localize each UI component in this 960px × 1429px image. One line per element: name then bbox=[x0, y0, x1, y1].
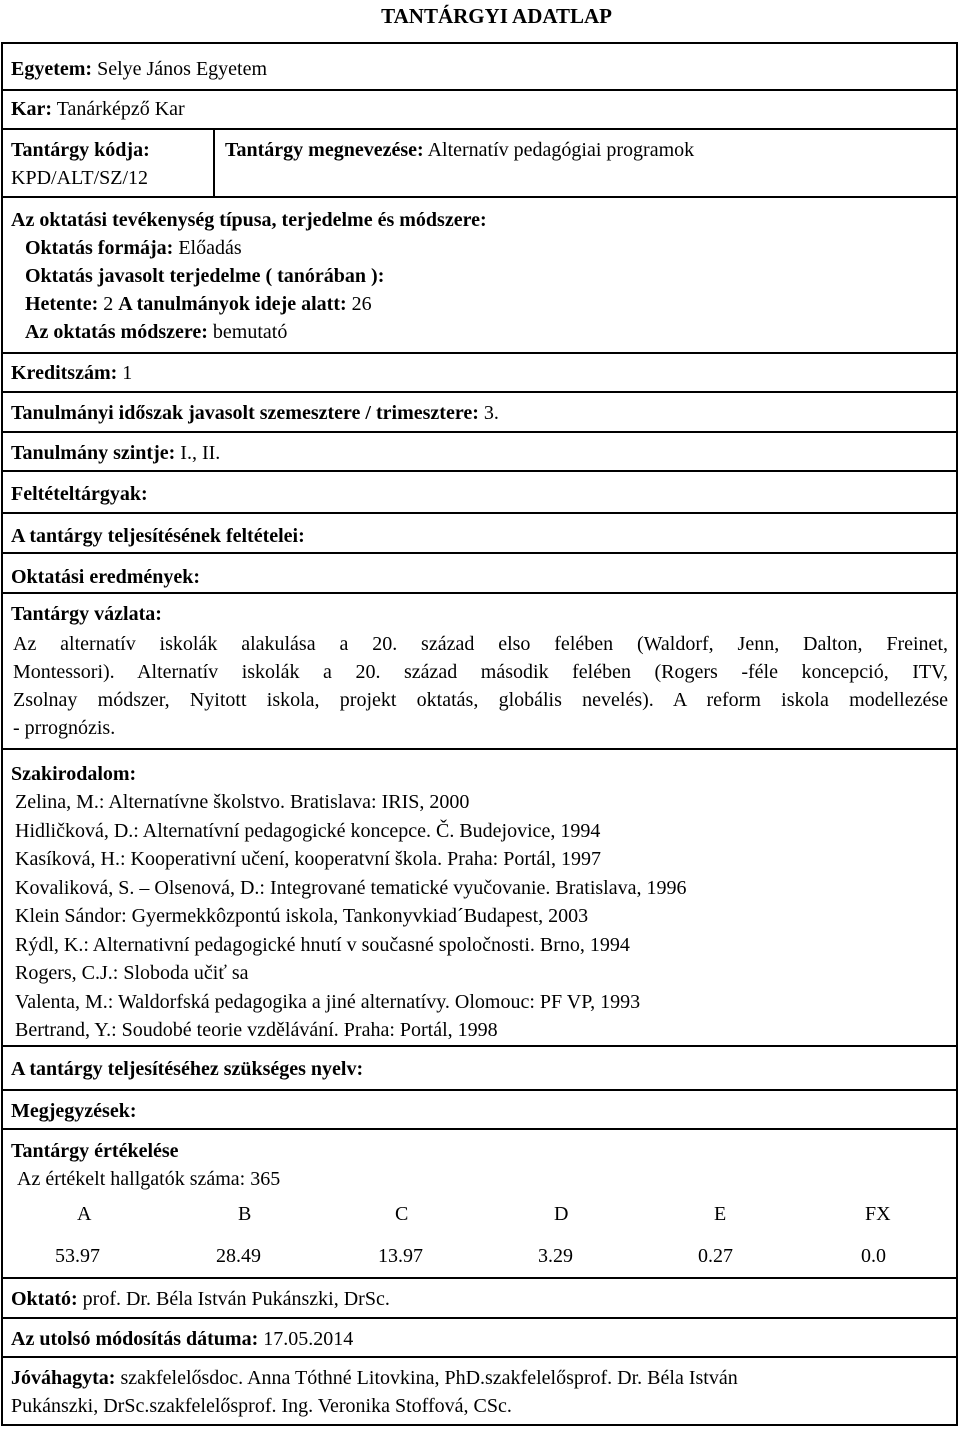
weekly-row bbox=[25, 290, 372, 318]
form-value: Előadás bbox=[178, 237, 242, 259]
semester-box bbox=[1, 391, 958, 433]
literature-item: Kovaliková, S. – Olsenová, D.: Integrované tematické vyučovanie. Bratislava, 1996 bbox=[15, 876, 687, 899]
outline-line-2: Montessori). Alternatív iskolák a 20. század második felében (Rogers -féle koncepció, ITV, bbox=[13, 661, 948, 683]
last-modified-value: 17.05.2014 bbox=[263, 1328, 354, 1350]
grade-value: 0.0 bbox=[861, 1245, 886, 1267]
course-name-label: Tantárgy megnevezése: bbox=[225, 139, 424, 161]
course-name-value: Alternatív pedagógiai programok bbox=[427, 139, 695, 161]
instructor-box bbox=[1, 1277, 958, 1319]
form-label: Oktatás formája: bbox=[25, 237, 174, 259]
evaluation-box bbox=[1, 1128, 958, 1279]
weekly-label: Hetente: bbox=[25, 293, 99, 315]
university-row bbox=[11, 55, 267, 83]
credits-row bbox=[11, 359, 132, 387]
total-label: A tanulmányok ideje alatt: bbox=[118, 293, 347, 315]
university-label: Egyetem: bbox=[11, 58, 93, 80]
prerequisites-label: Feltételtárgyak: bbox=[11, 483, 148, 505]
outline-box bbox=[1, 592, 958, 750]
level-row bbox=[11, 439, 220, 467]
instructor-row bbox=[11, 1285, 390, 1313]
university-box bbox=[1, 42, 958, 91]
conditions-label: A tantárgy teljesítésének feltételei: bbox=[11, 525, 305, 547]
literature-item: Rýdl, K.: Alternativní pedagogické hnutí v současné spoločnosti. Brno, 1994 bbox=[15, 933, 630, 956]
approved-value-1: szakfelelősdoc. Anna Tóthné Litovkina, PhD.szakfelelősprof. Dr. Béla István bbox=[120, 1367, 738, 1389]
outline-line-1: Az alternatív iskolák alakulása a 20. század elso felében (Waldorf, Jenn, Dalton, Freinet, bbox=[13, 633, 948, 655]
total-value: 26 bbox=[351, 293, 372, 315]
grade-value: 28.49 bbox=[216, 1245, 261, 1267]
activity-heading: Az oktatási tevékenység típusa, terjedelme és módszere: bbox=[11, 209, 487, 231]
evaluation-count: Az értékelt hallgatók száma: 365 bbox=[17, 1168, 281, 1190]
page-title: TANTÁRGYI ADATLAP bbox=[381, 4, 612, 28]
course-code-label: Tantárgy kódja: bbox=[11, 139, 150, 161]
approved-line-2: Pukánszki, DrSc.szakfelelősprof. Ing. Veronika Stoffová, CSc. bbox=[11, 1395, 512, 1417]
course-code-value: KPD/ALT/SZ/12 bbox=[11, 167, 149, 189]
instructor-label: Oktató: bbox=[11, 1288, 78, 1310]
grade-value: 3.29 bbox=[538, 1245, 573, 1267]
form-row bbox=[25, 234, 242, 262]
literature-item: Kasíková, H.: Kooperativní učení, kooperatvní škola. Praha: Portál, 1997 bbox=[15, 848, 601, 870]
instructor-value: prof. Dr. Béla István Pukánszki, DrSc. bbox=[82, 1288, 390, 1310]
scope-label: Oktatás javasolt terjedelme ( tanórában ): bbox=[25, 265, 385, 287]
credits-box bbox=[1, 352, 958, 393]
grade-label: D bbox=[554, 1203, 569, 1225]
course-name-row bbox=[225, 136, 694, 164]
grade-label: E bbox=[714, 1203, 727, 1225]
notes-box bbox=[1, 1089, 958, 1130]
literature-item: Klein Sándor: Gyermekkôzpontú iskola, Tankonyvkiad´Budapest, 2003 bbox=[15, 905, 589, 927]
method-label: Az oktatás módszere: bbox=[25, 321, 208, 343]
method-row bbox=[25, 318, 287, 346]
grade-label: C bbox=[395, 1203, 409, 1225]
last-modified-row bbox=[11, 1325, 353, 1353]
outline-label: Tantárgy vázlata: bbox=[11, 603, 162, 625]
outcomes-label: Oktatási eredmények: bbox=[11, 566, 201, 588]
faculty-value: Tanárképző Kar bbox=[56, 98, 185, 120]
language-box bbox=[1, 1045, 958, 1091]
grade-label: FX bbox=[865, 1203, 891, 1225]
outline-line-3: Zsolnay módszer, Nyitott iskola, projekt oktatás, globális nevelés). A reform iskola modellezése bbox=[13, 689, 948, 711]
method-value: bemutató bbox=[212, 321, 288, 343]
grade-value: 0.27 bbox=[698, 1245, 733, 1267]
outline-line-4: - prrognózis. bbox=[13, 717, 116, 739]
prerequisites-box bbox=[1, 470, 958, 514]
faculty-box bbox=[1, 89, 958, 130]
literature-item: Valenta, M.: Waldorfská pedagogika a jiné alternatívy. Olomouc: PF VP, 1993 bbox=[15, 990, 641, 1013]
weekly-value: 2 bbox=[103, 293, 114, 315]
course-box bbox=[1, 128, 958, 198]
grade-value: 53.97 bbox=[55, 1245, 100, 1267]
activity-box bbox=[1, 196, 958, 354]
outline-text bbox=[13, 630, 948, 742]
literature-box bbox=[1, 748, 958, 1047]
semester-value: 3. bbox=[483, 402, 499, 424]
approved-line-1 bbox=[11, 1364, 738, 1392]
literature-item: Hidličková, D.: Alternatívní pedagogické koncepce. Č. Budejovice, 1994 bbox=[15, 819, 601, 842]
faculty-label: Kar: bbox=[11, 98, 53, 120]
literature-label: Szakirodalom: bbox=[11, 763, 137, 785]
level-value: I., II. bbox=[180, 442, 221, 464]
last-modified-label: Az utolsó módosítás dátuma: bbox=[11, 1328, 259, 1350]
literature-item: Bertrand, Y.: Soudobé teorie vzdělávání. Praha: Portál, 1998 bbox=[15, 1019, 498, 1041]
literature-list bbox=[15, 788, 686, 1045]
university-value: Selye János Egyetem bbox=[97, 58, 268, 80]
grade-value: 13.97 bbox=[378, 1245, 423, 1267]
grade-label: A bbox=[77, 1203, 92, 1225]
credits-value: 1 bbox=[122, 362, 133, 384]
approved-box bbox=[1, 1356, 958, 1426]
semester-label: Tanulmányi időszak javasolt szemesztere / trimesztere: bbox=[11, 402, 479, 424]
faculty-row bbox=[11, 95, 185, 123]
language-label: A tantárgy teljesítéséhez szükséges nyelv: bbox=[11, 1058, 364, 1080]
semester-row bbox=[11, 399, 499, 427]
outcomes-box bbox=[1, 552, 958, 594]
evaluation-label: Tantárgy értékelése bbox=[11, 1140, 179, 1162]
literature-item: Rogers, C.J.: Sloboda učiť sa bbox=[15, 962, 249, 984]
credits-label: Kreditszám: bbox=[11, 362, 118, 384]
grade-label: B bbox=[238, 1203, 252, 1225]
notes-label: Megjegyzések: bbox=[11, 1100, 137, 1122]
level-label: Tanulmány szintje: bbox=[11, 442, 176, 464]
conditions-box bbox=[1, 512, 958, 554]
approved-label: Jóváhagyta: bbox=[11, 1367, 116, 1389]
last-modified-box bbox=[1, 1317, 958, 1358]
level-box bbox=[1, 431, 958, 472]
course-divider bbox=[213, 130, 215, 196]
literature-item: Zelina, M.: Alternatívne školstvo. Bratislava: IRIS, 2000 bbox=[15, 791, 470, 813]
